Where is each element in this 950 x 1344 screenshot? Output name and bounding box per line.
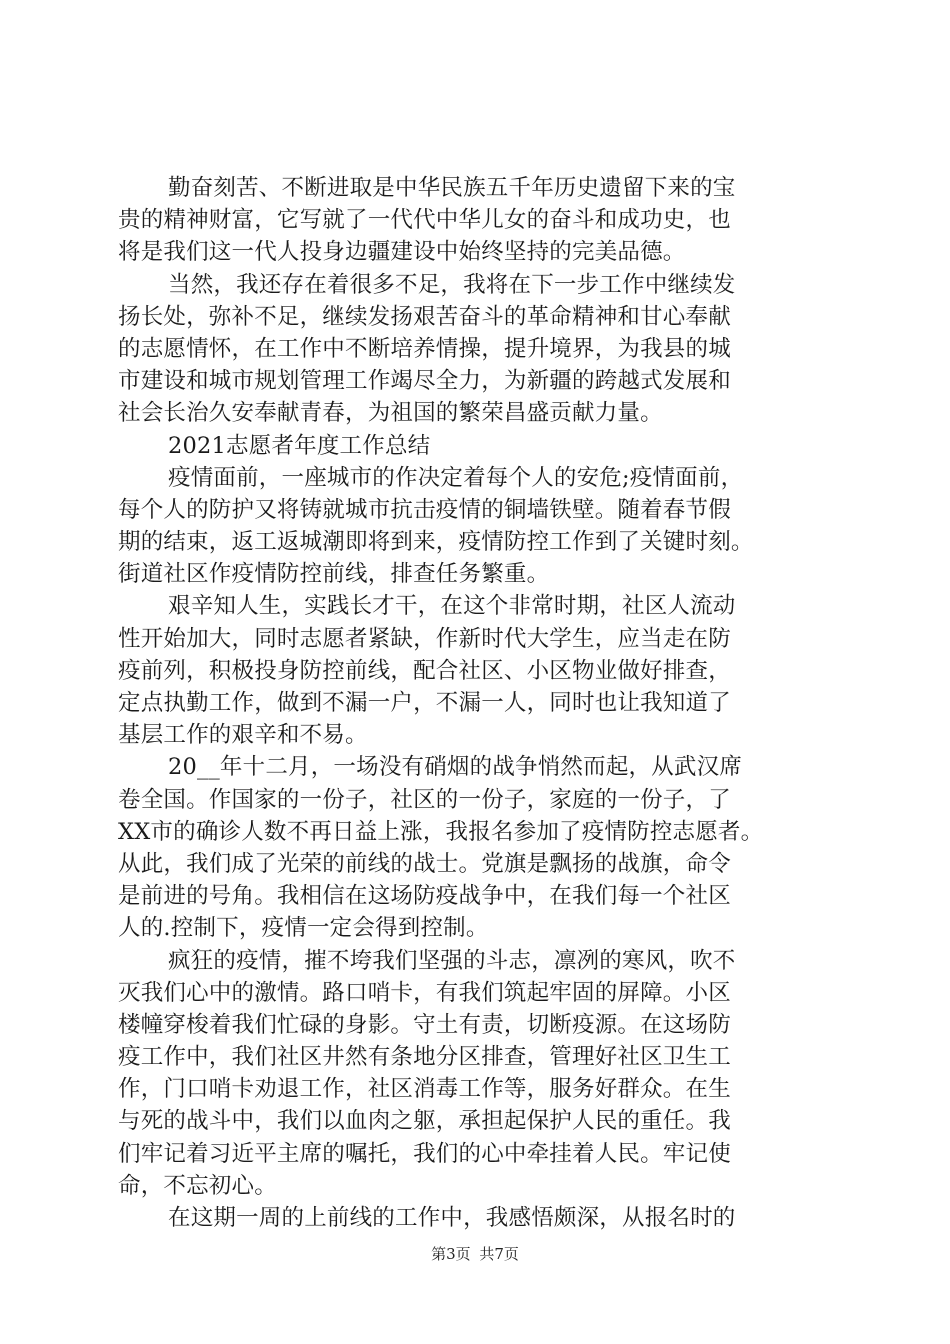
text-line: 疫情面前，一座城市的作决定着每个人的安危;疫情面前， <box>168 464 744 491</box>
text-line: 贵的精神财富，它写就了一代代中华儿女的奋斗和成功史，也 <box>118 207 731 234</box>
text-line: 市建设和城市规划管理工作竭尽全力，为新疆的跨越式发展和 <box>118 368 731 395</box>
text-line: 是前进的号角。我相信在这场防疫战争中，在我们每一个社区 <box>118 883 731 910</box>
text-line: 基层工作的艰辛和不易。 <box>118 722 368 749</box>
text-line: 艰辛知人生，实践长才干，在这个非常时期，社区人流动 <box>168 593 736 620</box>
text-line: 灭我们心中的激情。路口哨卡，有我们筑起牢固的屏障。小区 <box>118 979 731 1006</box>
text-line: 们牢记着习近平主席的嘱托，我们的心中牵挂着人民。牢记使 <box>118 1140 731 1167</box>
text-line: 勤奋刻苦、不断进取是中华民族五千年历史遗留下来的宝 <box>168 175 736 201</box>
text-line: 扬长处，弥补不足，继续发扬艰苦奋斗的革命精神和甘心奉献 <box>118 303 731 330</box>
text-line: XX市的确诊人数不再日益上涨，我报名参加了疫情防控志愿者。 <box>118 818 764 845</box>
text-line: 每个人的防护又将铸就城市抗击疫情的铜墙铁壁。随着春节假 <box>118 496 731 523</box>
text-line: 定点执勤工作，做到不漏一户，不漏一人，同时也让我知道了 <box>118 690 731 716</box>
page-footer <box>0 1243 950 1264</box>
text-line: 20__年十二月，一场没有硝烟的战争悄然而起，从武汉席 <box>168 754 743 781</box>
text-line: 楼幢穿梭着我们忙碌的身影。守土有责，切断疫源。在这场防 <box>118 1011 731 1038</box>
text-line: 卷全国。作国家的一份子，社区的一份子，家庭的一份子，了 <box>118 786 731 813</box>
text-line: 2021志愿者年度工作总结 <box>168 432 431 459</box>
text-line: 与死的战斗中，我们以血肉之躯，承担起保护人民的重任。我 <box>118 1108 731 1135</box>
text-line: 作，门口哨卡劝退工作，社区消毒工作等，服务好群众。在生 <box>118 1076 731 1103</box>
text-line: 从此，我们成了光荣的前线的战士。党旗是飘扬的战旗，命令 <box>118 850 731 877</box>
text-line: 的志愿情怀，在工作中不断培养情操，提升境界，为我县的城 <box>118 335 731 362</box>
text-line: 命，不忘初心。 <box>118 1172 277 1199</box>
text-line: 期的结束，返工返城潮即将到来，疫情防控工作到了关键时刻。 <box>118 529 754 556</box>
page-number: 第3页 <box>431 1245 471 1263</box>
text-line: 性开始加大，同时志愿者紧缺，作新时代大学生，应当走在防 <box>118 625 731 652</box>
text-line: 人的.控制下，疫情一定会得到控制。 <box>118 915 489 942</box>
text-line: 疯狂的疫情，摧不垮我们坚强的斗志，凛冽的寒风，吹不 <box>168 947 736 974</box>
document-body <box>118 172 858 1234</box>
text-line: 在这期一周的上前线的工作中，我感悟颇深，从报名时的 <box>168 1205 736 1231</box>
text-line: 当然，我还存在着很多不足，我将在下一步工作中继续发 <box>168 271 736 298</box>
page-total: 共7页 <box>479 1245 519 1263</box>
text-line: 街道社区作疫情防控前线，排查任务繁重。 <box>118 561 550 588</box>
text-line: 社会长治久安奉献青春，为祖国的繁荣昌盛贡献力量。 <box>118 400 663 427</box>
text-line: 疫工作中，我们社区井然有条地分区排查，管理好社区卫生工 <box>118 1044 731 1071</box>
text-line: 疫前列，积极投身防控前线，配合社区、小区物业做好排查， <box>118 657 731 684</box>
text-line: 将是我们这一代人投身边疆建设中始终坚持的完美品德。 <box>118 239 686 266</box>
